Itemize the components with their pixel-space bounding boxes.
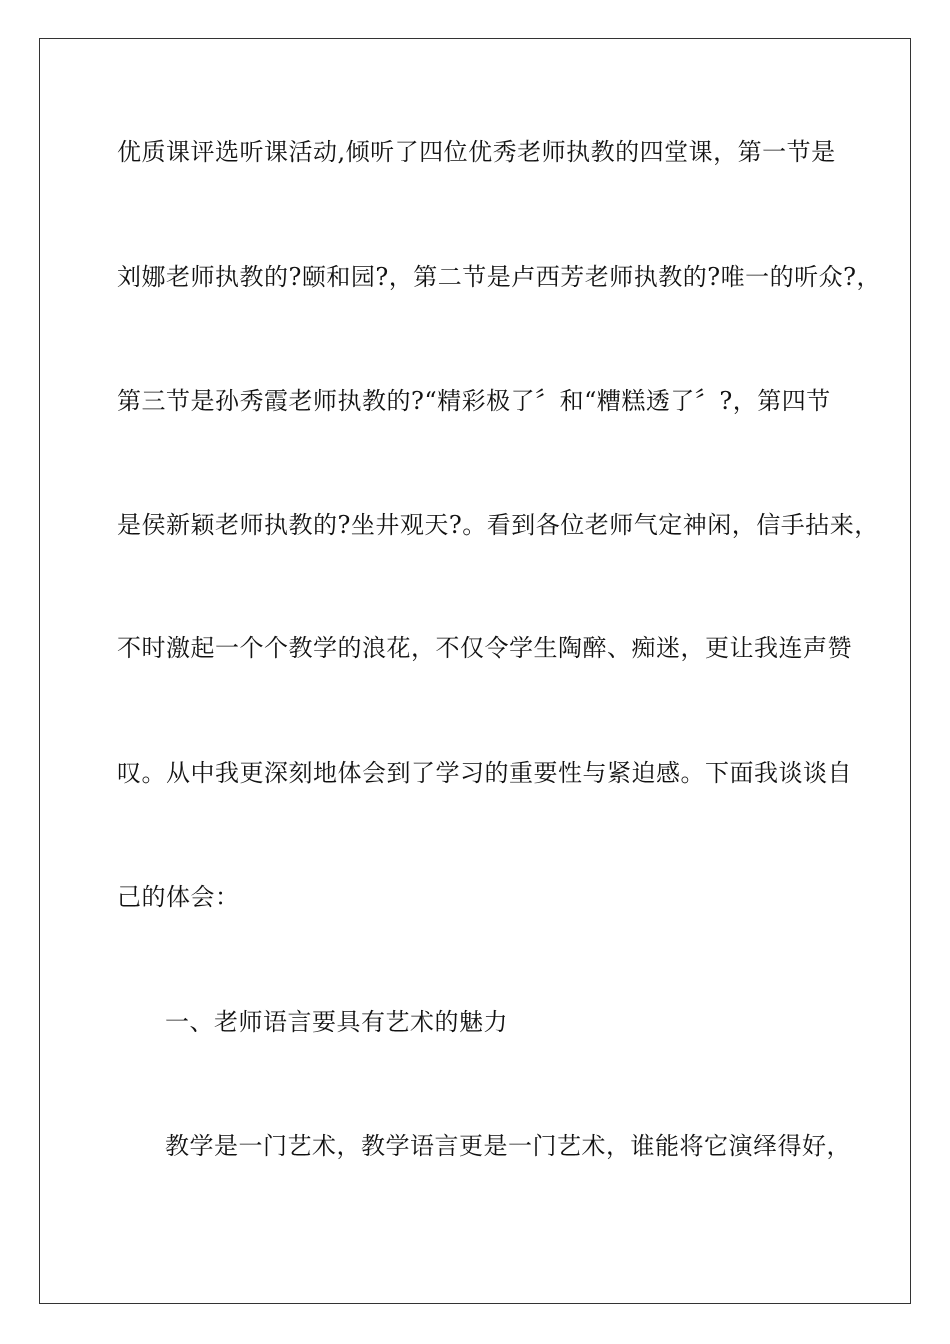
body-text-line: 刘娜老师执教的?颐和园?，第二节是卢西芳老师执教的?唯一的听众?， [117, 263, 881, 291]
paragraph-first-line: 教学是一门艺术，教学语言更是一门艺术，谁能将它演绎得好， [165, 1132, 851, 1160]
body-text-line: 己的体会： [117, 883, 240, 911]
page-border [39, 38, 911, 1304]
body-text-line: 不时激起一个个教学的浪花，不仅令学生陶醉、痴迷，更让我连声赞 [117, 634, 852, 662]
body-text-line: 第三节是孙秀霞老师执教的?“精彩极了〞和“糟糕透了〞?，第四节 [117, 387, 831, 415]
section-heading: 一、老师语言要具有艺术的魅力 [165, 1008, 508, 1036]
body-text-line: 优质课评选听课活动,倾听了四位优秀老师执教的四堂课，第一节是 [117, 138, 836, 166]
body-text-line: 是侯新颖老师执教的?坐井观天?。看到各位老师气定神闲，信手拈来， [117, 511, 879, 539]
body-text-line: 叹。从中我更深刻地体会到了学习的重要性与紧迫感。下面我谈谈自 [117, 759, 852, 787]
